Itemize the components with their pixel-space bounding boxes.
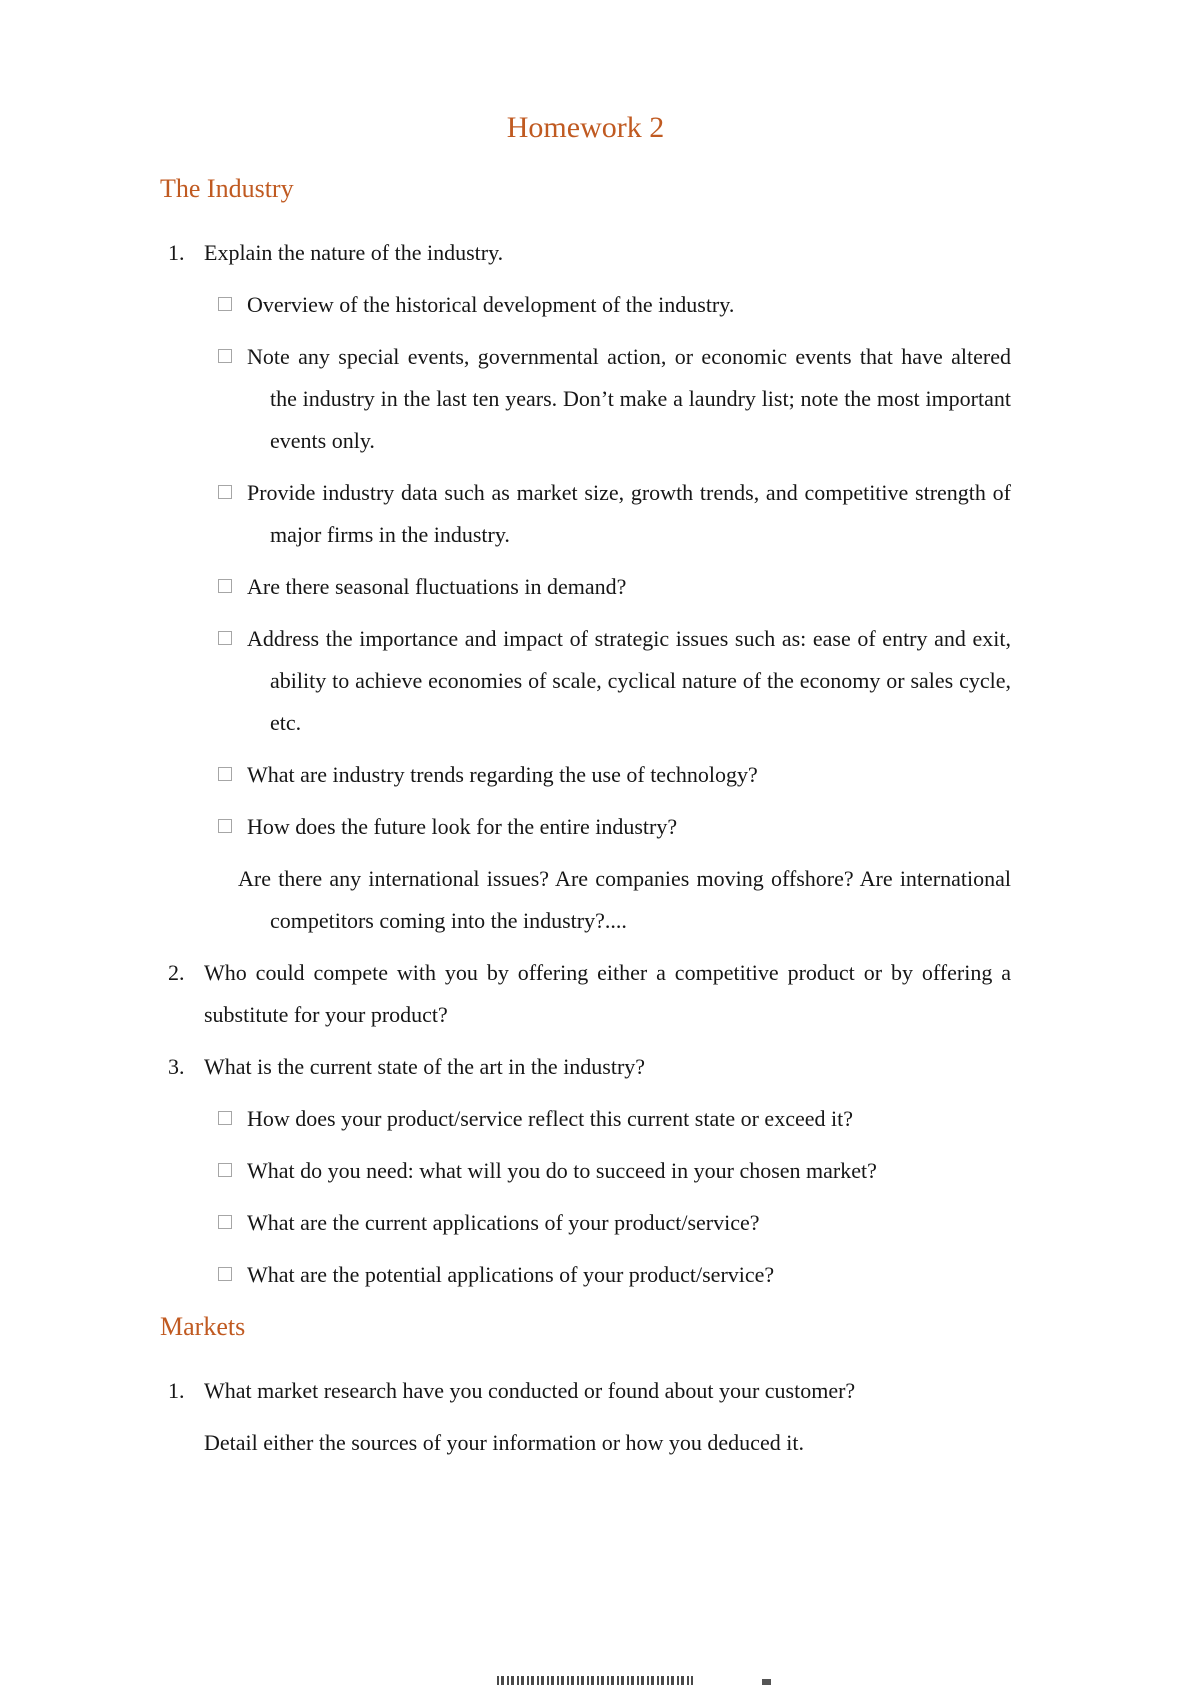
bullet-text: What are the current applications of your product/service? [247,1210,760,1235]
bullet-item [160,1098,1011,1140]
note-paragraph: Are there any international issues? Are companies moving offshore? Are international competitors coming into the industry?.... [238,866,1011,933]
section-heading-the-industry: The Industry [160,174,294,203]
list-number: 1. [168,1378,185,1403]
document-title: Homework 2 [506,111,665,144]
bullet-item [160,806,1011,848]
bullet-item [160,472,1011,556]
bullet-text: What are industry trends regarding the use of technology? [247,762,758,787]
list-item-industry-2 [160,952,1011,1036]
followup-paragraph: Detail either the sources of your information or how you deduced it. [204,1430,804,1455]
list-item-markets-1 [160,1370,1011,1412]
checkbox-bullet-icon [218,819,232,833]
list-number: 3. [168,1054,185,1079]
bullet-item [160,618,1011,744]
checkbox-bullet-icon [218,767,232,781]
checkbox-bullet-icon [218,297,232,311]
clipped-text-mark [762,1679,771,1685]
bullet-text: Address the importance and impact of strategic issues such as: ease of entry and exit, ability to achieve economies of scale, cyclical nature of the economy or sales cycle, etc. [247,626,1011,735]
bullet-text: How does your product/service reflect this current state or exceed it? [247,1106,853,1131]
list-item-industry-1 [160,232,1011,274]
checkbox-bullet-icon [218,1163,232,1177]
list-item-text: What is the current state of the art in the industry? [204,1054,646,1079]
checkbox-bullet-icon [218,485,232,499]
bullet-item [160,284,1011,326]
clipped-next-line-text-fragment [497,1676,693,1685]
bullet-text: Overview of the historical development of the industry. [247,292,735,317]
bullet-text: Are there seasonal fluctuations in demand? [247,574,627,599]
bullet-text: How does the future look for the entire industry? [247,814,678,839]
bullet-item [160,566,1011,608]
bullet-text: Note any special events, governmental action, or economic events that have altered the industry in the last ten years. Don’t make a laundry list; note the most important events only. [247,344,1011,453]
bullet-text: What do you need: what will you do to succeed in your chosen market? [247,1158,877,1183]
bullet-item [160,1254,1011,1296]
checkbox-bullet-icon [218,579,232,593]
list-item-text: What market research have you conducted or found about your customer? [204,1378,856,1403]
bullet-item [160,336,1011,462]
list-item-text: Who could compete with you by offering either a competitive product or by offering a substitute for your product? [204,960,1011,1027]
checkbox-bullet-icon [218,349,232,363]
document-content [160,0,1011,1474]
checkbox-bullet-icon [218,1215,232,1229]
bullet-item [160,1202,1011,1244]
bullet-text: Provide industry data such as market size, growth trends, and competitive strength of major firms in the industry. [247,480,1011,547]
list-number: 1. [168,240,185,265]
section-heading-markets: Markets [160,1312,246,1341]
list-number: 2. [168,960,185,985]
bullet-item [160,754,1011,796]
checkbox-bullet-icon [218,631,232,645]
checkbox-bullet-icon [218,1267,232,1281]
bullet-text: What are the potential applications of your product/service? [247,1262,775,1287]
bullet-item [160,1150,1011,1192]
list-item-text: Explain the nature of the industry. [204,240,504,265]
list-item-industry-3 [160,1046,1011,1088]
checkbox-bullet-icon [218,1111,232,1125]
